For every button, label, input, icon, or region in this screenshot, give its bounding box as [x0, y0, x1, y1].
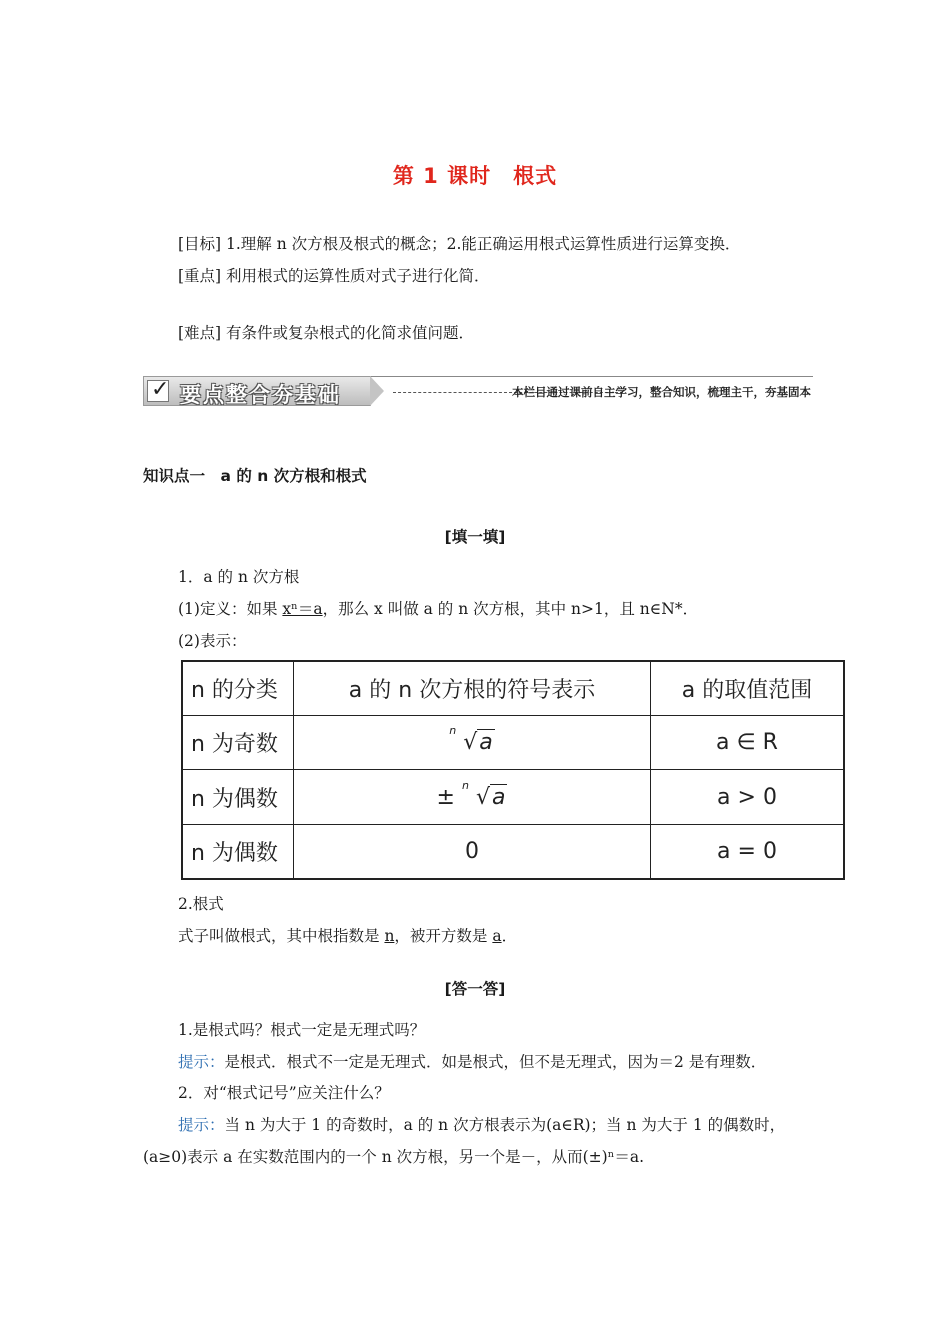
table-header-row: [182, 661, 844, 716]
item2-title: 2.根式: [178, 895, 224, 913]
table-header-cell: a 的取值范围: [651, 661, 845, 716]
definition-condition: xⁿ＝a: [282, 600, 323, 618]
table-cell-symbol: [294, 770, 651, 824]
table-row: [182, 770, 844, 824]
banner-rule: [371, 376, 813, 377]
question-2: 2．对“根式记号”应关注什么？: [178, 1084, 390, 1102]
table-row: [182, 824, 844, 879]
table-cell-class: n 为偶数: [182, 770, 294, 824]
answer-1: [178, 1052, 766, 1072]
question-1: 1.是根式吗？根式一定是无理式吗？: [178, 1021, 426, 1039]
radical-symbol: n √a: [449, 724, 493, 756]
goal-target: [目标] 1.理解 n 次方根及根式的概念；2.能正确运用根式运算性质进行运算变换．: [178, 235, 741, 253]
section-banner: [143, 374, 813, 408]
radical-mid: ，被开方数是: [394, 927, 493, 945]
radical-prefix: 式子叫做根式，其中根指数是: [178, 927, 385, 945]
item1-title: 1．a 的 n 次方根: [178, 568, 300, 586]
radical-end: ．: [501, 927, 518, 945]
table-cell-symbol: [294, 716, 651, 770]
goal-difficulty: [难点] 有条件或复杂根式的化简求值问题．: [178, 324, 475, 342]
fill-label: [填一填]: [444, 528, 506, 546]
banner-title: 要点整合夯基础: [180, 383, 341, 407]
goal-key: [重点] 利用根式的运算性质对式子进行化简．: [178, 267, 490, 285]
table-cell-class: n 为偶数: [182, 824, 294, 879]
representation-label: (2)表示：: [178, 632, 247, 650]
radical-symbol: n √a: [461, 778, 506, 810]
table-header-cell: n 的分类: [182, 661, 294, 716]
plus-minus-sign: ±: [436, 784, 462, 810]
hint-label: 提示：: [178, 1053, 225, 1071]
radical-definition: [178, 926, 517, 946]
answer-1-text: 是根式．根式不一定是无理式．如是根式，但不是无理式，因为＝2 是有理数．: [224, 1053, 767, 1071]
banner-box: [143, 376, 371, 406]
radicand-answer: a: [492, 927, 502, 945]
definition-prefix: (1)定义：如果: [178, 600, 283, 618]
table-header-cell: a 的 n 次方根的符号表示: [294, 661, 651, 716]
definition-suffix: ，那么 x 叫做 a 的 n 次方根，其中 n>1，且 n∈N*．: [322, 600, 699, 618]
banner-note: 本栏目通过课前自主学习，整合知识，梳理主干，夯基固本: [512, 385, 811, 399]
answer-2-line-1: [178, 1115, 785, 1135]
table-cell-symbol: 0: [294, 824, 651, 879]
answer-2-text: 当 n 为大于 1 的奇数时，a 的 n 次方根表示为(a∈R)；当 n 为大于 1 的偶数时，: [224, 1116, 786, 1134]
table-cell-range: a > 0: [651, 770, 845, 824]
answer-2-line-2: (a≥0)表示 a 在实数范围内的一个 n 次方根，另一个是－，从而(±)ⁿ＝a.: [143, 1148, 645, 1166]
definition-line: [178, 599, 698, 619]
table-cell-class: n 为奇数: [182, 716, 294, 770]
check-icon: ✓: [147, 380, 169, 402]
nth-root-table: [181, 660, 845, 880]
table-row: [182, 716, 844, 770]
page-title: 第 1 课时 根式: [392, 164, 558, 188]
table-cell-range: a = 0: [651, 824, 845, 879]
section-heading: 知识点一 a 的 n 次方根和根式: [143, 467, 367, 485]
table-cell-range: a ∈ R: [651, 716, 845, 770]
hint-label: 提示：: [178, 1116, 225, 1134]
banner-arrow: [370, 376, 384, 406]
qa-label: [答一答]: [444, 980, 506, 998]
radical-index-answer: n: [384, 927, 395, 945]
